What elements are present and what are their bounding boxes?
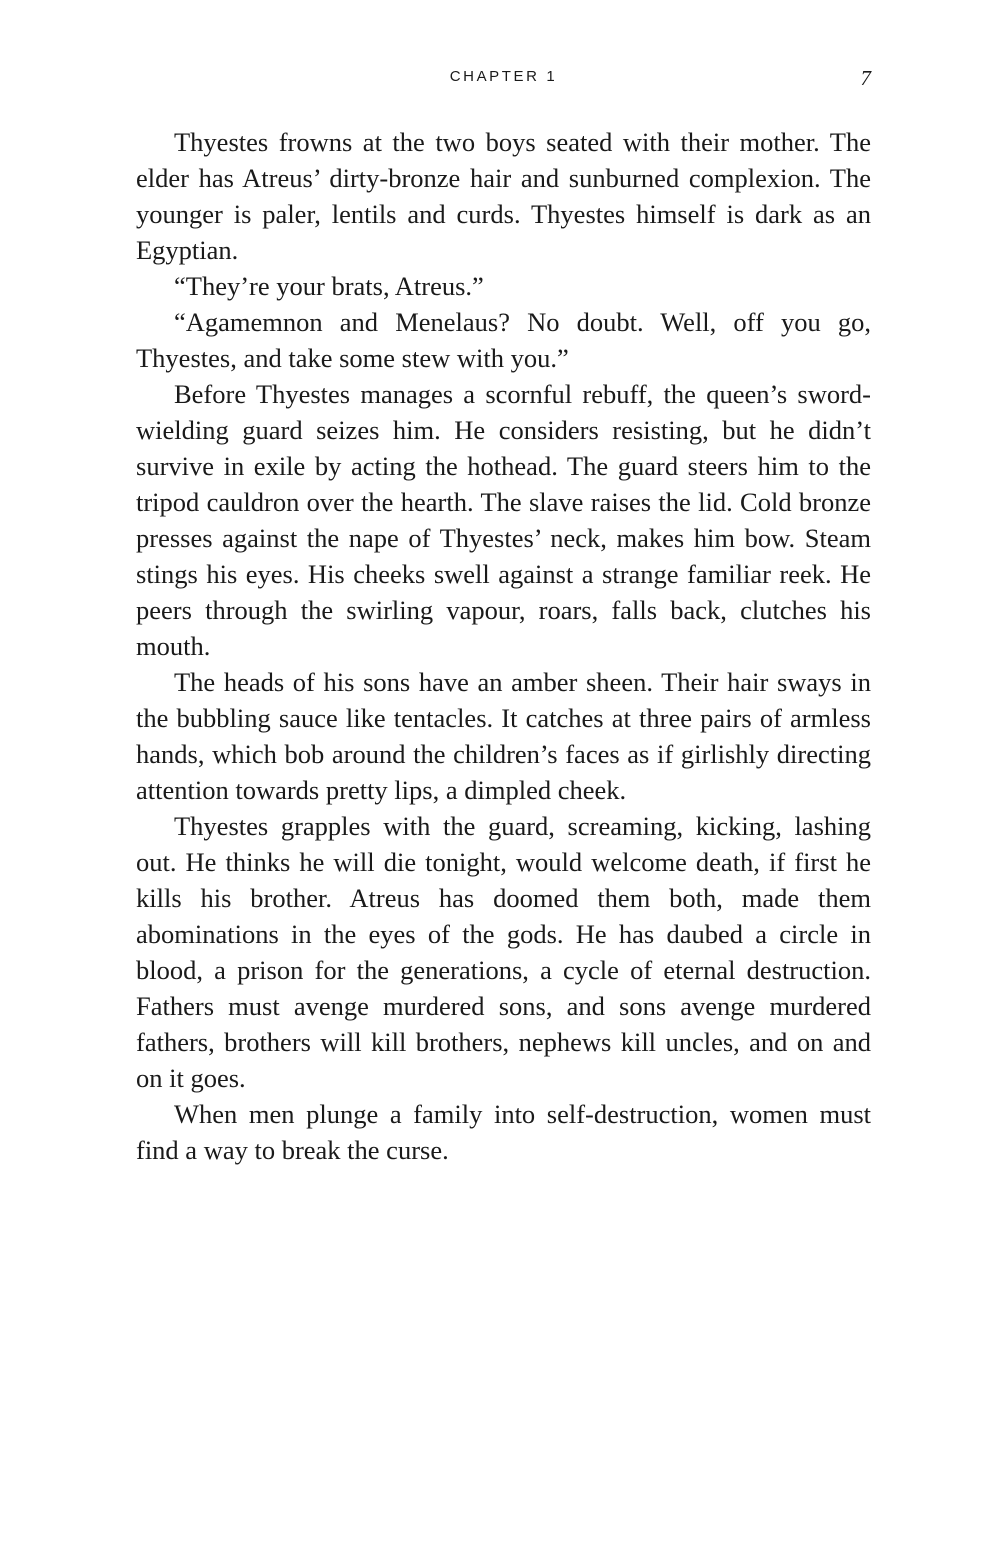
body-text — [136, 124, 871, 1168]
paragraph: Thyestes frowns at the two boys seated with their mother. The elder has Atreus’ dirty-bronze hair and sunburned complexion. The younger is paler, lentils and curds. Thyestes himself is dark as an Egyptian. — [136, 127, 871, 265]
paragraph: “Agamemnon and Menelaus? No doubt. Well, off you go, Thyestes, and take some stew with you.” — [136, 307, 871, 373]
paragraph: Thyestes grapples with the guard, screaming, kicking, lashing out. He thinks he will die tonight, would welcome death, if first he kills his brother. Atreus has doomed them both, made them abominations in the eyes of the gods. He has daubed a circle in blood, a prison for the generations, a cycle of eternal destruction. Fathers must avenge murdered sons, and sons avenge murdered fathers, brothers will kill brothers, nephews kill uncles, and on and on it goes. — [136, 811, 871, 1093]
running-head — [136, 68, 871, 92]
chapter-label: CHAPTER 1 — [449, 68, 558, 85]
paragraph: The heads of his sons have an amber sheen. Their hair sways in the bubbling sauce like tentacles. It catches at three pairs of armless hands, which bob around the children’s faces as if girlishly directing attention towards pretty lips, a dimpled cheek. — [136, 667, 871, 805]
page-number: 7 — [860, 66, 871, 90]
paragraph: “They’re your brats, Atreus.” — [174, 271, 484, 301]
paragraph: When men plunge a family into self-destruction, women must find a way to break the curse. — [136, 1099, 871, 1165]
paragraph: Before Thyestes manages a scornful rebuff, the queen’s sword-wielding guard seizes him. He considers resisting, but he didn’t survive in exile by acting the hothead. The guard steers him to the tripod cauldron over the hearth. The slave raises the lid. Cold bronze presses against the nape of Thyestes’ neck, makes him bow. Steam stings his eyes. His cheeks swell against a strange familiar reek. He peers through the swirling vapour, roars, falls back, clutches his mouth. — [136, 379, 871, 661]
